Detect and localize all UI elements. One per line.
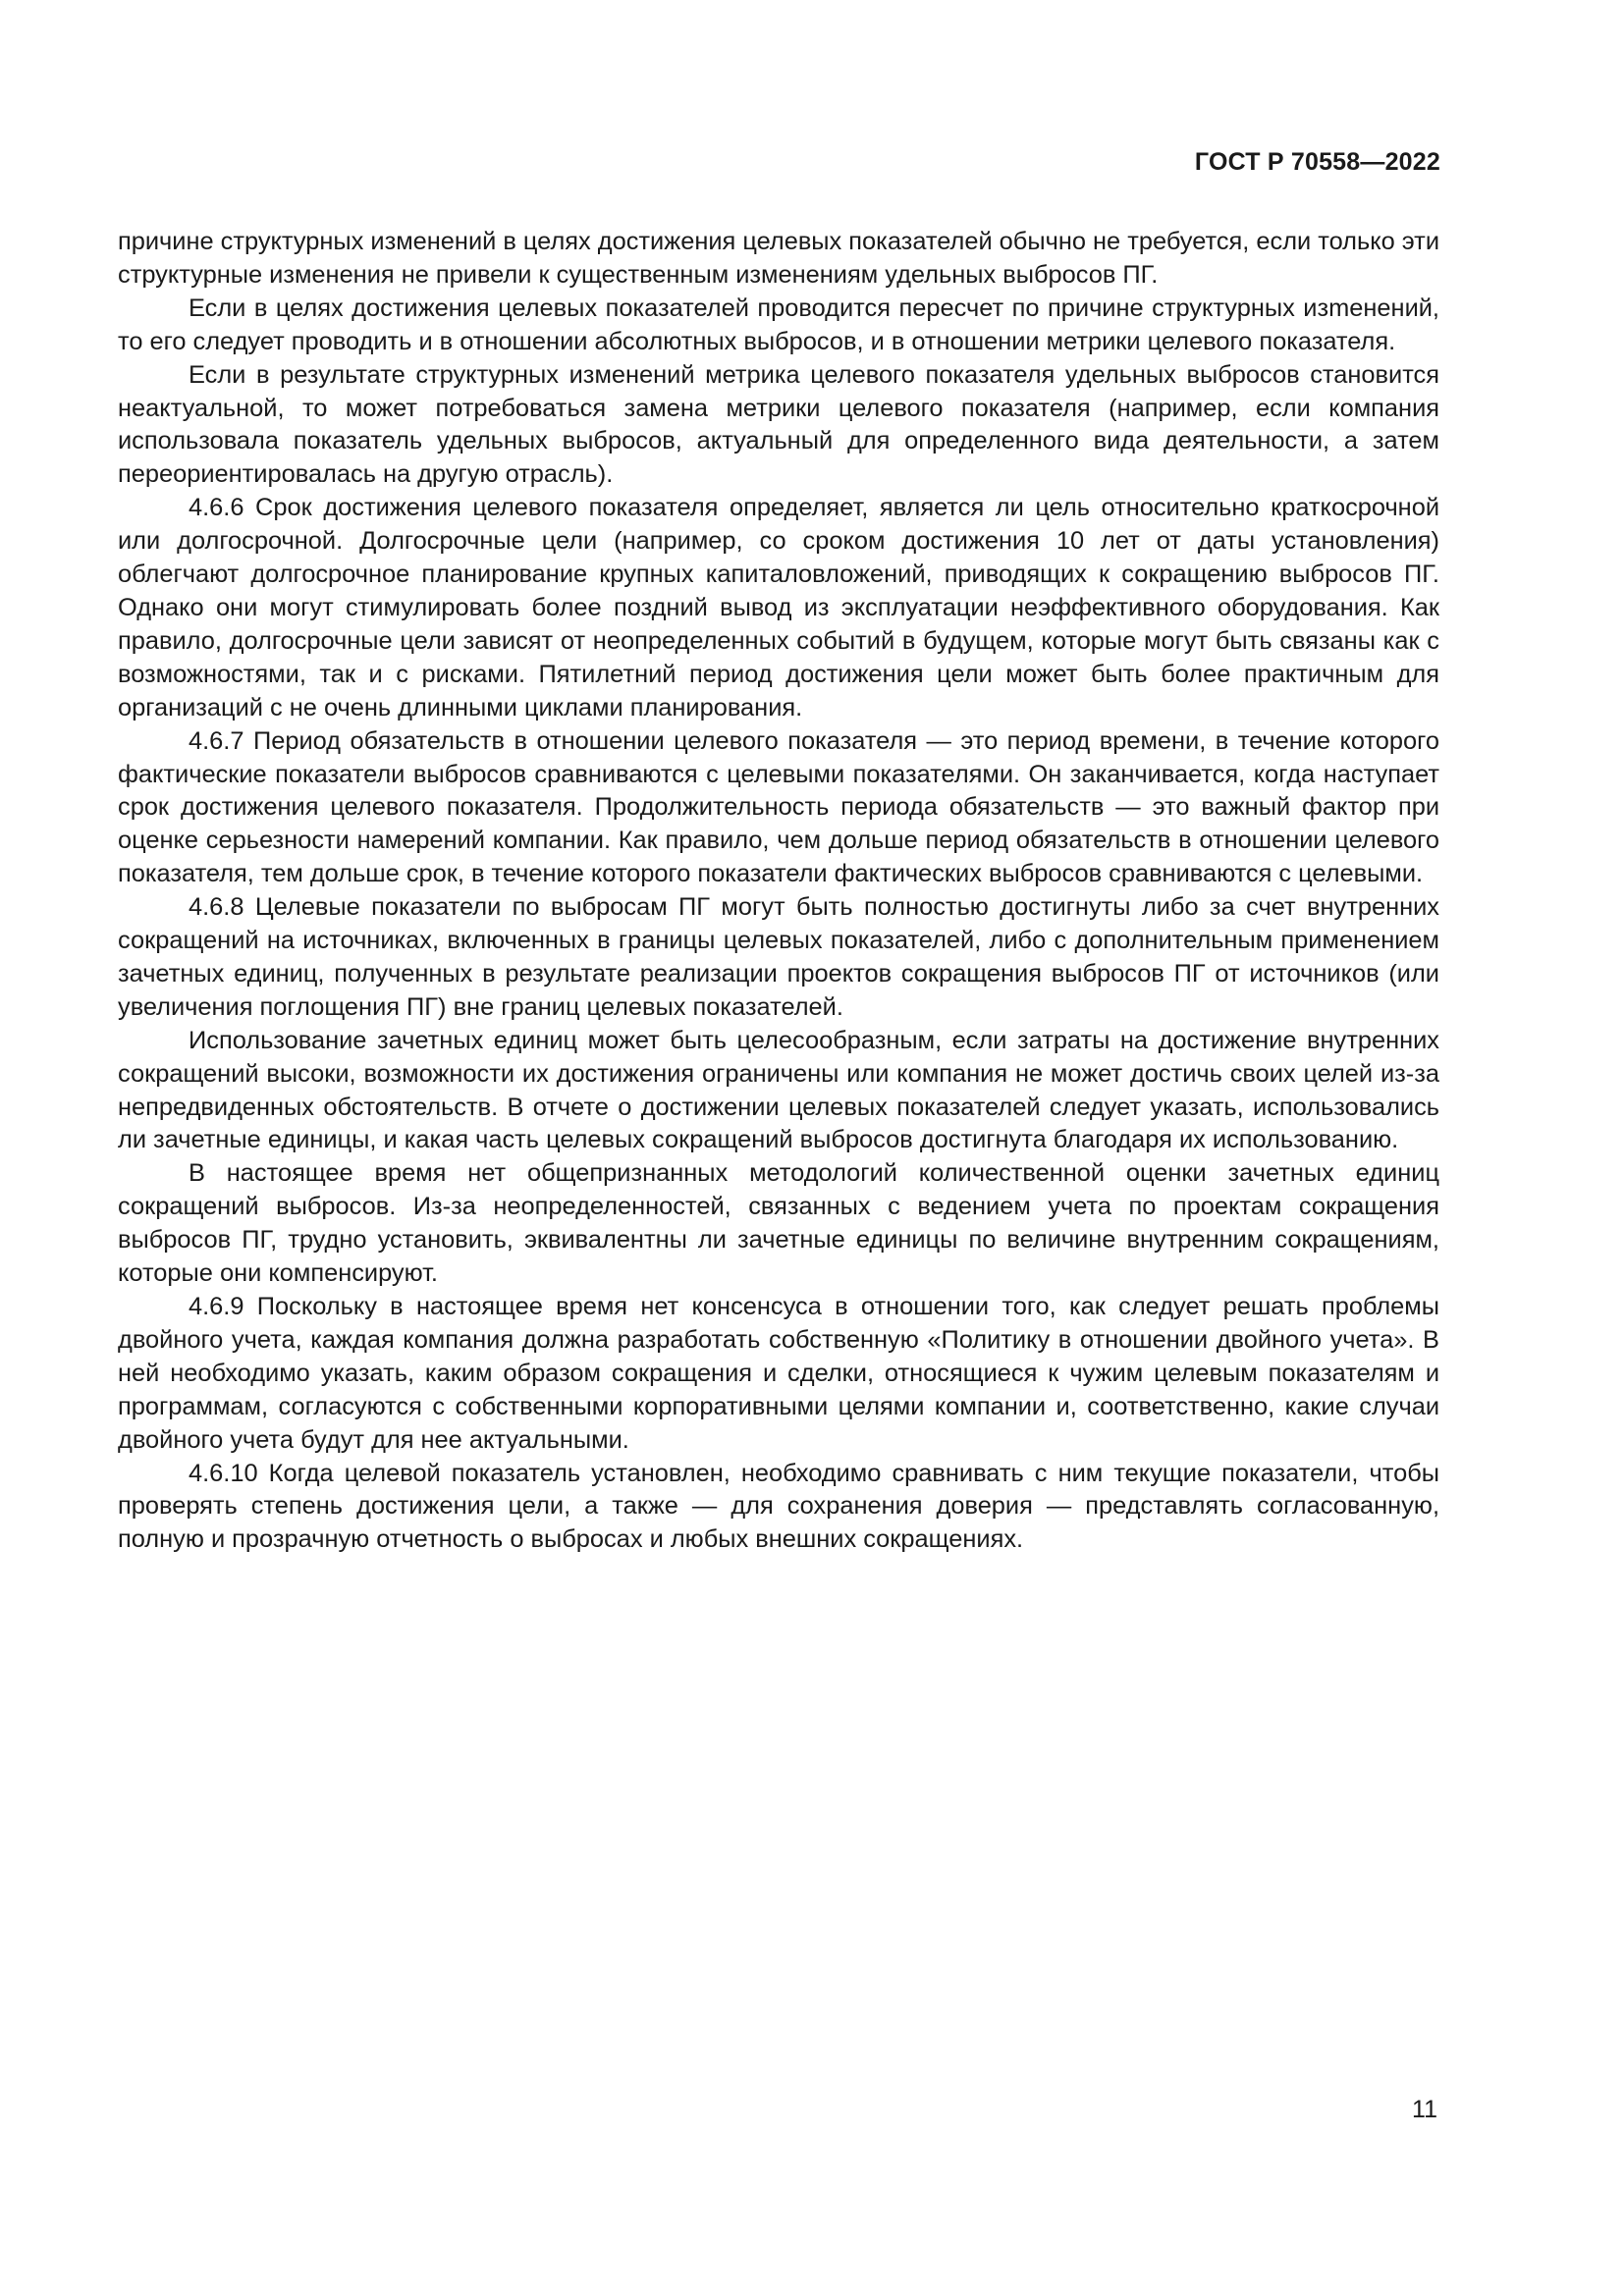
paragraph-4-6-7: 4.6.7 Период обязательств в отношении целевого показателя — это период времени, в течение которого фактические показатели выбросов сравниваются с целевыми показателями. Он заканчивается, когда наступает срок достижения целевого показателя. Продолжительность периода обязательств — это важный фактор при оценке серьезности намерений компании. Как правило, чем дольше период обязательств в отношении целевого показателя, тем дольше срок, в течение которого показатели фактических выбросов сравниваются с целевыми. — [118, 726, 1439, 888]
paragraph-4-6-8: 4.6.8 Целевые показатели по выбросам ПГ могут быть полностью достигнуты либо за счет внутренних сокращений на источниках, включенных в границы целевых показателей, либо с дополнительным применением зачетных единиц, полученных в результате реализации проектов сокращения выбросов ПГ от источников (или увеличения поглощения ПГ) вне границ целевых показателей. — [118, 893, 1439, 1021]
paragraph-4-6-9: 4.6.9 Поскольку в настоящее время нет консенсуса в отношении того, как следует решать проблемы двойного учета, каждая компания должна разработать собственную «Политику в отношении двойного учета». В ней необходимо указать, каким образом сокращения и сделки, относящиеся к чужим целевым показателям и программам, согласуются с собственными корпоративными целями компании и, соответственно, какие случаи двойного учета будут для нее актуальными. — [118, 1293, 1439, 1454]
paragraph-offsets-methodology: В настоящее время нет общепризнанных методологий количественной оценки зачетных единиц сокращений выбросов. Из-за неопределенностей, связанных с ведением учета по проектам сокращения выбросов ПГ, трудно установить, эквивалентны ли зачетные единицы по величине внутренним сокращениям, которые они компенсируют. — [118, 1159, 1439, 1288]
paragraph-continuation: причине структурных изменений в целях достижения целевых показателей обычно не требуется, если только эти структурные изменения не привели к существенным изменениям удельных выбросов ПГ. — [118, 228, 1439, 289]
paragraph-offsets-usage: Использование зачетных единиц может быть целесообразным, если затраты на достижение внутренних сокращений высоки, возможности их достижения ограничены или компания не может достичь своих целей из-за непредвиденных обстоятельств. В отчете о достижении целевых показателей следует указать, использовались ли зачетные единицы, и какая часть целевых сокращений выбросов достигнута благодаря их использованию. — [118, 1026, 1439, 1154]
paragraph-recalculation: Если в целях достижения целевых показателей проводится пересчет по причине структурных изmенений, то его следует проводить и в отношении абсолютных выбросов, и в отношении метрики целевого показателя. — [118, 294, 1439, 355]
page-number: 11 — [1412, 2096, 1437, 2123]
paragraph-4-6-10: 4.6.10 Когда целевой показатель установлен, необходимо сравнивать с ним текущие показатели, чтобы проверять степень достижения цели, а также — для сохранения доверия — представлять согласованную, полную и прозрачную отчетность о выбросах и любых внешних сокращениях. — [118, 1459, 1439, 1554]
paragraph-metric-replacement: Если в результате структурных изменений метрика целевого показателя удельных выбросов становится неактуальной, то может потребоваться замена метрики целевого показателя (например, если компания использовала показатель удельных выбросов, актуальный для определенного вида деятельности, а затем переориентировалась на другую отрасль). — [118, 360, 1439, 489]
body-text — [118, 226, 1439, 1557]
paragraph-4-6-6: 4.6.6 Срок достижения целевого показателя определяет, является ли цель относительно краткосрочной или долгосрочной. Долгосрочные цели (например, со сроком достижения 10 лет от даты установления) облегчают долгосрочное планирование крупных капиталовложений, приводящих к сокращению выбросов ПГ. Однако они могут стимулировать более поздний вывод из эксплуатации неэффективного оборудования. Как правило, долгосрочные цели зависят от неопределенных событий в будущем, которые могут быть связаны как с возможностями, так и с рисками. Пятилетний период достижения цели может быть более практичным для организаций с не очень длинными циклами планирования. — [118, 494, 1439, 721]
standard-id-header: ГОСТ Р 70558—2022 — [1194, 148, 1440, 176]
